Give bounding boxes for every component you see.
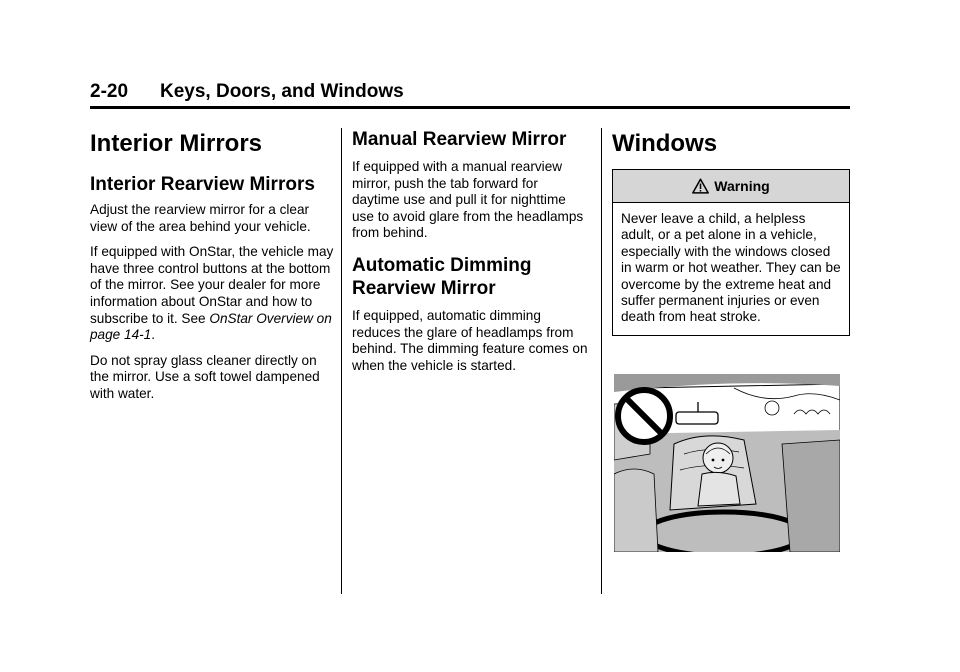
paragraph-adjust: Adjust the rearview mirror for a clear view of the area behind your vehicle. bbox=[90, 202, 311, 234]
onstar-reference-link[interactable]: OnStar Overview on page 14-1 bbox=[90, 310, 332, 343]
paragraph-automatic-dimming: If equipped, automatic dimming reduces the glare of headlamps from behind. The dimming feature comes on when the vehicle is started. bbox=[352, 307, 588, 373]
warning-text: Never leave a child, a helpless adult, or a pet alone in a vehicle, especially with the windows closed in warm or hot weather. They can be overcome by the extreme heat and suffer permanent injuries or even death from heat stroke. bbox=[621, 211, 841, 325]
column-divider bbox=[341, 128, 342, 594]
column-right bbox=[612, 128, 850, 336]
onstar-period: . bbox=[151, 327, 156, 343]
heading-windows: Windows bbox=[612, 130, 718, 157]
page-number: 2-20 bbox=[90, 81, 129, 102]
heading-interior-mirrors: Interior Mirrors bbox=[90, 130, 263, 157]
page-header bbox=[90, 80, 850, 109]
warning-header bbox=[613, 170, 849, 203]
paragraph-manual-mirror: If equipped with a manual rearview mirror, push the tab forward for daytime use and pull it for nighttime use to avoid glare from the headlamps from behind. bbox=[352, 159, 584, 241]
column-left bbox=[90, 128, 336, 403]
heading-manual-rearview-mirror: Manual Rearview Mirror bbox=[352, 129, 567, 150]
section-title: Keys, Doors, and Windows bbox=[160, 81, 404, 102]
onstar-text: If equipped with OnStar, the vehicle may have three control buttons at the bottom of the mirror. See your dealer for more information about OnStar and how to subscribe to it. See bbox=[90, 244, 334, 326]
child-in-car-illustration bbox=[614, 374, 840, 552]
warning-box bbox=[612, 169, 850, 336]
paragraph-cleaning: Do not spray glass cleaner directly on the mirror. Use a soft towel dampened with water. bbox=[90, 352, 320, 401]
warning-body bbox=[613, 203, 849, 335]
subheading-interior-rearview-mirrors: Interior Rearview Mirrors bbox=[90, 174, 315, 195]
warning-label: Warning bbox=[714, 178, 770, 194]
paragraph-onstar bbox=[90, 244, 336, 344]
column-divider bbox=[601, 128, 602, 594]
heading-automatic-dimming: Automatic Dimming Rearview Mirror bbox=[352, 254, 532, 299]
column-middle bbox=[352, 128, 588, 374]
warning-icon bbox=[692, 178, 709, 195]
